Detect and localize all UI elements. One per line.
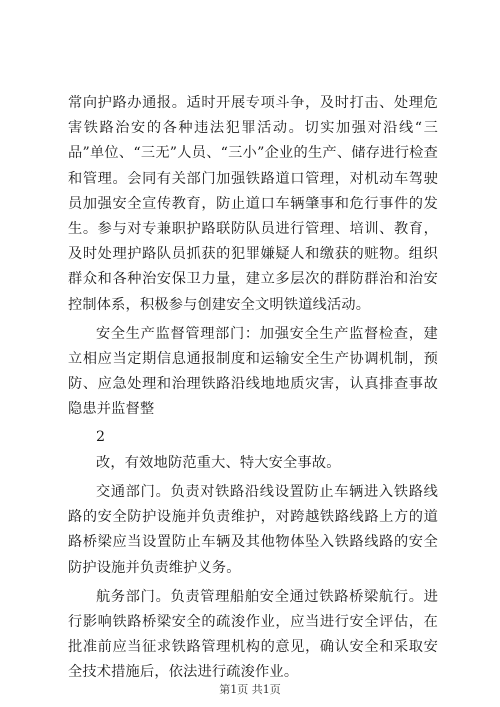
document-body [68, 91, 438, 686]
paragraph-public-security: 常向护路办通报。适时开展专项斗争，及时打击、处理危害铁路治安的各种违法犯罪活动。切实加强对沿线“三品”单位、“三无”人员、“三小”企业的生产、储存进行检查和管理。会同有关部门加强铁路道口管理，对机动车驾驶员加强安全宣传教育，防止道口车辆肇事和危行事件的发生。参与对专兼职护路联防队员进行管理、培训、教育，及时处理护路队员抓获的犯罪嫌疑人和缴获的赃物。组织群众和各种治安保卫力量，建立多层次的群防群治和治安控制体系，积极参与创建安全文明铁道线活动。 [68, 95, 438, 313]
paragraph-safety-supervision: 安全生产监督管理部门：加强安全生产监督检查，建立相应当定期信息通报制度和运输安全生产协调机制，预防、应急处理和治理铁路沿线地地质灾害，认真排查事故隐患并监督整 [68, 325, 438, 418]
paragraph-safety-continuation: 改，有效地防范重大、特大安全事故。 [96, 454, 341, 471]
page-number-marker: 2 [96, 428, 106, 445]
paragraph-shipping-department: 航务部门。负责管理船舶安全通过铁路桥梁航行。进行影响铁路桥梁安全的疏浚作业，应当进行安全评估，在批准前应当征求铁路管理机构的意见，确认安全和采取安全技术措施后，依法进行疏浚作业。 [68, 588, 438, 681]
page-footer: 第1页 共1页 [219, 683, 281, 696]
paragraph-transport-department: 交通部门。负责对铁路沿线设置防止车辆进入铁路线路的安全防护设施并负责维护，对跨越铁路线路上方的道路桥梁应当设置防止车辆及其他物体坠入铁路线路的安全防护设施并负责维护义务。 [68, 484, 438, 576]
